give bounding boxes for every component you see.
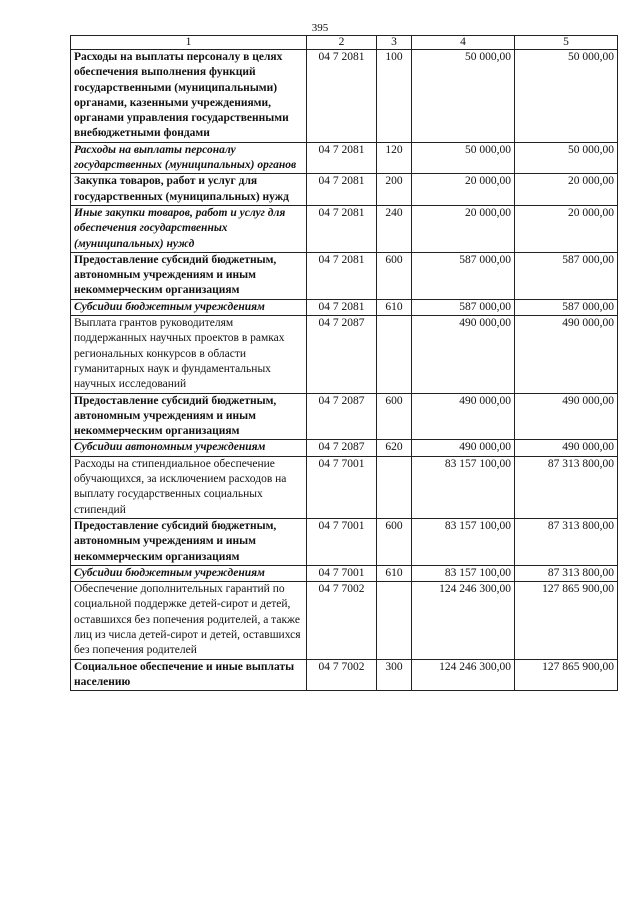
row-target-code: 04 7 7001 [307,518,377,565]
row-amount-year-2: 20 000,00 [515,205,618,252]
table-row [71,393,618,440]
row-expense-type: 600 [377,518,412,565]
row-target-code: 04 7 2081 [307,205,377,252]
row-amount-year-2: 490 000,00 [515,440,618,456]
row-description: Иные закупки товаров, работ и услуг для обеспечения государственных (муниципальных) нужд [71,205,307,252]
row-description: Субсидии автономным учреждениям [71,440,307,456]
row-amount-year-1: 490 000,00 [412,393,515,440]
row-description: Расходы на выплаты персоналу государственных (муниципальных) органов [71,142,307,174]
row-expense-type: 600 [377,393,412,440]
row-amount-year-2: 87 313 800,00 [515,565,618,581]
row-target-code: 04 7 2081 [307,174,377,206]
column-header-3: 3 [377,36,412,50]
row-expense-type: 600 [377,252,412,299]
row-target-code: 04 7 7001 [307,456,377,518]
row-amount-year-2: 87 313 800,00 [515,456,618,518]
row-expense-type: 200 [377,174,412,206]
row-target-code: 04 7 2087 [307,440,377,456]
column-header-4: 4 [412,36,515,50]
row-target-code: 04 7 7002 [307,582,377,659]
row-description: Закупка товаров, работ и услуг для государственных (муниципальных) нужд [71,174,307,206]
table-header-row [71,36,618,50]
table-row [71,518,618,565]
row-amount-year-2: 50 000,00 [515,142,618,174]
column-header-1: 1 [71,36,307,50]
table-row [71,142,618,174]
row-amount-year-1: 490 000,00 [412,440,515,456]
row-amount-year-1: 83 157 100,00 [412,518,515,565]
row-amount-year-2: 587 000,00 [515,252,618,299]
budget-table [70,35,618,691]
row-expense-type: 300 [377,659,412,691]
page-number: 395 [311,22,329,34]
row-amount-year-1: 490 000,00 [412,316,515,393]
row-description: Субсидии бюджетным учреждениям [71,299,307,315]
row-amount-year-2: 490 000,00 [515,316,618,393]
row-target-code: 04 7 2081 [307,299,377,315]
row-expense-type [377,456,412,518]
row-expense-type: 620 [377,440,412,456]
row-target-code: 04 7 2087 [307,393,377,440]
row-expense-type: 610 [377,299,412,315]
row-target-code: 04 7 7001 [307,565,377,581]
row-expense-type: 240 [377,205,412,252]
row-amount-year-2: 490 000,00 [515,393,618,440]
row-amount-year-1: 20 000,00 [412,174,515,206]
table-row [71,252,618,299]
row-amount-year-1: 587 000,00 [412,252,515,299]
row-description: Обеспечение дополнительных гарантий по социальной поддержке детей-сирот и детей, оставшихся без попечения родителей, а также лиц из числа детей-сирот и детей, оставшихся без попечения родителей [71,582,307,659]
row-amount-year-2: 127 865 900,00 [515,659,618,691]
column-header-5: 5 [515,36,618,50]
table-row [71,50,618,143]
row-expense-type: 100 [377,50,412,143]
row-amount-year-2: 87 313 800,00 [515,518,618,565]
table-row [71,582,618,659]
row-description: Предоставление субсидий бюджетным, автономным учреждениям и иным некоммерческим организациям [71,393,307,440]
row-target-code: 04 7 2081 [307,50,377,143]
row-amount-year-2: 50 000,00 [515,50,618,143]
table-row [71,299,618,315]
table-row [71,565,618,581]
row-target-code: 04 7 2087 [307,316,377,393]
table-body [71,50,618,691]
row-description: Выплата грантов руководителям поддержанных научных проектов в рамках региональных конкурсов в области гуманитарных наук и фундаментальных научных исследований [71,316,307,393]
row-amount-year-2: 587 000,00 [515,299,618,315]
row-amount-year-1: 124 246 300,00 [412,659,515,691]
table-row [71,440,618,456]
column-header-2: 2 [307,36,377,50]
table-row [71,456,618,518]
row-amount-year-1: 83 157 100,00 [412,456,515,518]
table-row [71,659,618,691]
table-row [71,205,618,252]
row-expense-type [377,582,412,659]
row-amount-year-1: 50 000,00 [412,50,515,143]
row-amount-year-2: 20 000,00 [515,174,618,206]
table-row [71,174,618,206]
row-target-code: 04 7 2081 [307,142,377,174]
row-description: Предоставление субсидий бюджетным, автономным учреждениям и иным некоммерческим организациям [71,252,307,299]
table-row [71,316,618,393]
row-amount-year-1: 20 000,00 [412,205,515,252]
row-description: Субсидии бюджетным учреждениям [71,565,307,581]
row-expense-type [377,316,412,393]
row-description: Расходы на выплаты персоналу в целях обеспечения выполнения функций государственными (муниципальными) органами, казенными учреждениями, органами управления государственными внебюджетными фондами [71,50,307,143]
row-amount-year-1: 124 246 300,00 [412,582,515,659]
row-amount-year-1: 50 000,00 [412,142,515,174]
row-target-code: 04 7 7002 [307,659,377,691]
row-description: Социальное обеспечение и иные выплаты населению [71,659,307,691]
row-description: Расходы на стипендиальное обеспечение обучающихся, за исключением расходов на выплату государственных социальных стипендий [71,456,307,518]
row-amount-year-1: 587 000,00 [412,299,515,315]
row-description: Предоставление субсидий бюджетным, автономным учреждениям и иным некоммерческим организациям [71,518,307,565]
row-amount-year-1: 83 157 100,00 [412,565,515,581]
row-expense-type: 610 [377,565,412,581]
row-amount-year-2: 127 865 900,00 [515,582,618,659]
row-target-code: 04 7 2081 [307,252,377,299]
row-expense-type: 120 [377,142,412,174]
